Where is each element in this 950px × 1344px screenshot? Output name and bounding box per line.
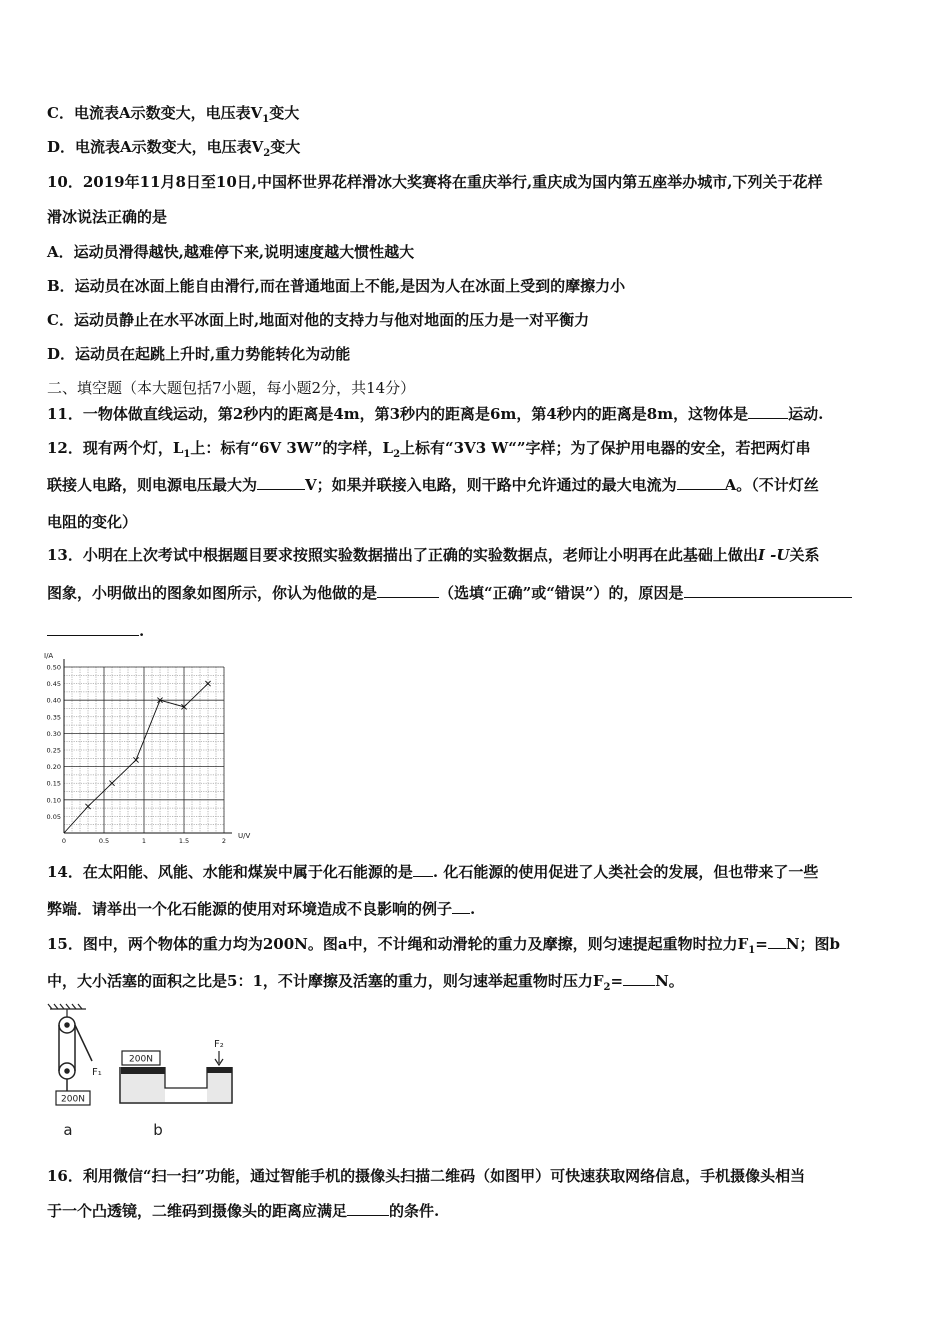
q14-blank-example[interactable] <box>452 899 470 914</box>
x-tick-label: 0 <box>61 837 67 845</box>
q14-line2: 弊端．请举出一个化石能源的使用对环境造成不良影响的例子 . <box>47 900 476 918</box>
q9-option-c: C．电流表A示数变大，电压表$V_1$变大 <box>47 104 300 125</box>
q11-blank[interactable] <box>748 404 788 419</box>
weight-label-a: 200N <box>61 1094 85 1105</box>
q15-blank-f1[interactable] <box>768 934 786 949</box>
q15-line1: 15．图中，两个物体的重力均为200N。图a中，不计绳和动滑轮的重力及摩擦，则匀速提起重物时拉力$F_1= N$；图b <box>47 935 841 956</box>
q13-blank-reason-cont[interactable] <box>47 621 139 636</box>
y-tick-label: 0.05 <box>46 812 61 821</box>
q16-line1: 16．利用微信“扫一扫”功能，通过智能手机的摄像头扫描二维码（如图甲）可快速获取网络信息，手机摄像头相当 <box>47 1167 806 1185</box>
y-tick-label: 0.45 <box>46 680 61 689</box>
y-tick-label: 0.40 <box>46 696 61 705</box>
q12-line2: 联接人电路，则电源电压最大为 V；如果并联接入电路，则干路中允许通过的最大电流为 A。（不计灯丝 <box>47 476 819 494</box>
y-tick-label: 0.10 <box>46 796 61 805</box>
q12-line1: 12．现有两个灯，$L_1$上：标有“6V 3W”的字样，$L_2$上标有“3V3 W“”字样；为了保护用电器的安全，若把两灯串 <box>47 439 811 460</box>
q10-option-b: B．运动员在冰面上能自由滑行,而在普通地面上不能,是因为人在冰面上受到的摩擦力小 <box>47 277 626 295</box>
label-a: a <box>63 1121 73 1139</box>
q13-blank-reason[interactable] <box>684 583 852 598</box>
f1-label: F₁ <box>92 1067 102 1078</box>
x-tick-label: 2 <box>221 837 227 845</box>
q12-line3: 电阻的变化） <box>47 513 138 531</box>
q14-line1: 14．在太阳能、风能、水能和煤炭中属于化石能源的是 . 化石能源的使用促进了人类社会的发展，但也带来了一些 <box>47 863 819 881</box>
q14-blank-fossil[interactable] <box>413 862 433 877</box>
f2-label: F₂ <box>214 1039 224 1050</box>
q10-option-a: A．运动员滑得越快,越难停下来,说明速度越大惯性越大 <box>47 243 415 261</box>
iu-chart <box>38 645 278 845</box>
hydraulic-press <box>120 1067 232 1103</box>
y-tick-label: 0.50 <box>46 663 61 672</box>
q15-line2: 中，大小活塞的面积之比是5：1，不计摩擦及活塞的重力，则匀速举起重物时压力$F_2= N$。 <box>47 972 684 993</box>
q15-blank-f2[interactable] <box>623 971 655 986</box>
weight-label-b: 200N <box>129 1054 153 1065</box>
q13-line3: . <box>47 621 144 641</box>
q10-option-c: C．运动员静止在水平冰面上时,地面对他的支持力与他对地面的压力是一对平衡力 <box>47 311 590 329</box>
y-tick-label: 0.35 <box>46 713 61 722</box>
x-tick-label: 1 <box>141 837 147 845</box>
q9-option-d: D．电流表A示数变大，电压表$V_2$变大 <box>47 138 301 159</box>
y-tick-label: 0.15 <box>46 779 61 788</box>
pulley-system <box>59 1017 92 1091</box>
q10-stem-line2: 滑冰说法正确的是 <box>47 208 168 226</box>
x-axis-label: U/V <box>238 832 251 840</box>
q13-line2: 图象，小明做出的图象如图所示，你认为他做的是 （选填“正确”或“错误”）的，原因是 <box>47 583 852 603</box>
section-title: 二、填空题（本大题包括7小题，每小题2分，共14分） <box>47 379 416 397</box>
y-tick-label: 0.30 <box>46 729 61 738</box>
x-tick-label: 0.5 <box>98 837 110 845</box>
arrow-down-icon <box>215 1051 223 1065</box>
y-tick-label: 0.25 <box>46 746 61 755</box>
x-tick-label: 1.5 <box>178 837 190 845</box>
q12-blank-voltage[interactable] <box>257 475 305 490</box>
label-b: b <box>153 1121 163 1139</box>
q10-stem-line1: 10．2019年11月8日至10日,中国杯世界花样滑冰大奖赛将在重庆举行,重庆成为国内第五座举办城市,下列关于花样 <box>47 173 823 191</box>
q10-option-d: D．运动员在起跳上升时,重力势能转化为动能 <box>47 345 351 363</box>
q13-line1: 13．小明在上次考试中根据题目要求按照实验数据描出了正确的实验数据点，老师让小明再在此基础上做出I -U关系 <box>47 546 820 564</box>
q16-blank[interactable] <box>347 1201 389 1216</box>
q11: 11．一物体做直线运动，第2秒内的距离是4m，第3秒内的距离是6m，第4秒内的距离是8m，这物体是 运动. <box>47 405 824 423</box>
q16-line2: 于一个凸透镜，二维码到摄像头的距离应满足 的条件. <box>47 1202 440 1220</box>
y-axis-label: I/A <box>44 652 54 660</box>
q12-blank-current[interactable] <box>677 475 725 490</box>
q13-blank-judgement[interactable] <box>377 583 439 598</box>
y-tick-label: 0.20 <box>46 763 61 772</box>
ceiling-support <box>48 1004 86 1017</box>
pulley-hydraulic-figure <box>40 1003 240 1143</box>
